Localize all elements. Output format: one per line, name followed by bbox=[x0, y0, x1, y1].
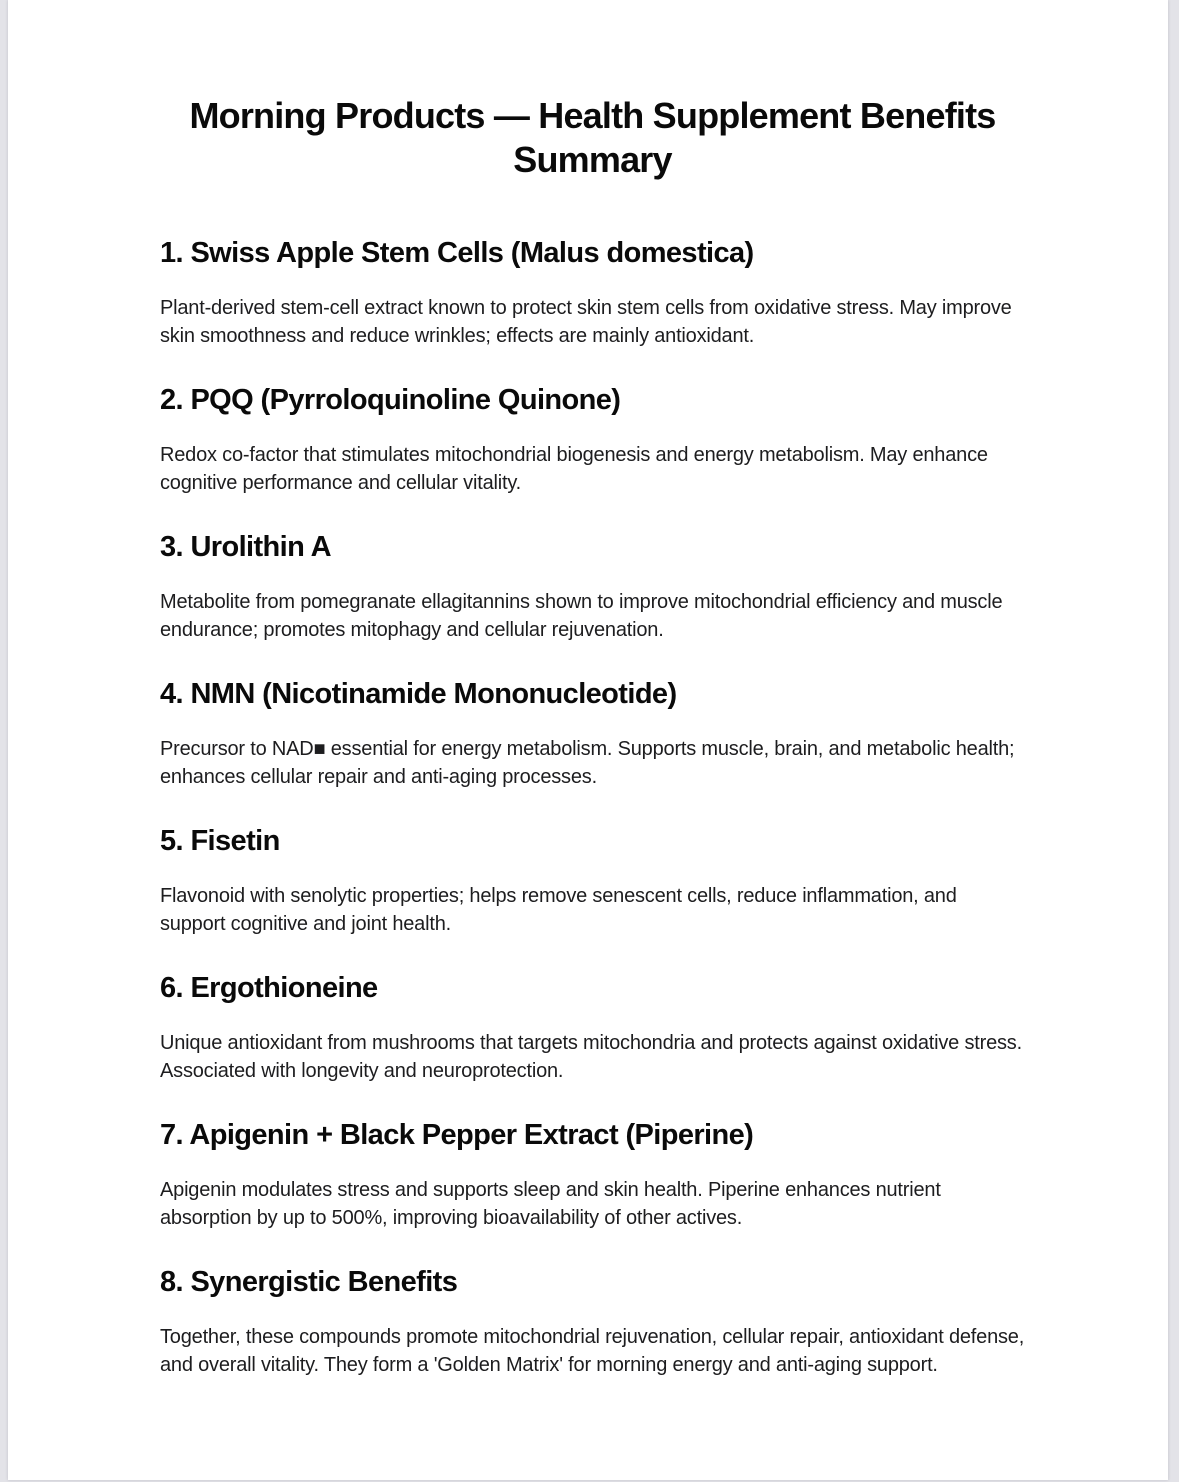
section-body: Flavonoid with senolytic properties; helps remove senescent cells, reduce inflammation, and support cognitive and joint health. bbox=[160, 885, 957, 935]
section-heading: 4. NMN (Nicotinamide Mononucleotide) bbox=[160, 678, 677, 710]
section-urolithin-a bbox=[160, 528, 1025, 644]
section-heading: 5. Fisetin bbox=[160, 825, 280, 857]
section-heading: 8. Synergistic Benefits bbox=[160, 1266, 458, 1298]
section-body: Metabolite from pomegranate ellagitannins shown to improve mitochondrial efficiency and muscle endurance; promotes mitophagy and cellular rejuvenation. bbox=[160, 591, 1003, 641]
section-body: Unique antioxidant from mushrooms that targets mitochondria and protects against oxidative stress. Associated with longevity and neuroprotection. bbox=[160, 1032, 1022, 1082]
document-content bbox=[160, 0, 1025, 1379]
section-heading: 2. PQQ (Pyrroloquinoline Quinone) bbox=[160, 384, 621, 416]
section-body: Apigenin modulates stress and supports sleep and skin health. Piperine enhances nutrient absorption by up to 500%, improving bioavailability of other actives. bbox=[160, 1179, 941, 1229]
section-pqq bbox=[160, 381, 1025, 497]
document-title: Morning Products — Health Supplement Benefits Summary bbox=[189, 95, 996, 180]
section-body: Plant-derived stem-cell extract known to protect skin stem cells from oxidative stress. May improve skin smoothness and reduce wrinkles; effects are mainly antioxidant. bbox=[160, 297, 1012, 347]
section-swiss-apple bbox=[160, 234, 1025, 350]
section-apigenin-piperine bbox=[160, 1116, 1025, 1232]
section-heading: 3. Urolithin A bbox=[160, 531, 331, 563]
section-body: Precursor to NAD■ essential for energy metabolism. Supports muscle, brain, and metabolic health; enhances cellular repair and anti-aging processes. bbox=[160, 738, 1015, 788]
document-page bbox=[8, 0, 1168, 1480]
section-fisetin bbox=[160, 822, 1025, 938]
section-heading: 6. Ergothioneine bbox=[160, 972, 378, 1004]
section-heading: 7. Apigenin + Black Pepper Extract (Piperine) bbox=[160, 1119, 754, 1151]
section-nmn bbox=[160, 675, 1025, 791]
section-heading: 1. Swiss Apple Stem Cells (Malus domestica) bbox=[160, 237, 754, 269]
section-body: Together, these compounds promote mitochondrial rejuvenation, cellular repair, antioxidant defense, and overall vitality. They form a 'Golden Matrix' for morning energy and anti-aging support. bbox=[160, 1326, 1025, 1376]
section-body: Redox co-factor that stimulates mitochondrial biogenesis and energy metabolism. May enhance cognitive performance and cellular vitality. bbox=[160, 444, 988, 494]
section-ergothioneine bbox=[160, 969, 1025, 1085]
section-synergistic-benefits bbox=[160, 1263, 1025, 1379]
